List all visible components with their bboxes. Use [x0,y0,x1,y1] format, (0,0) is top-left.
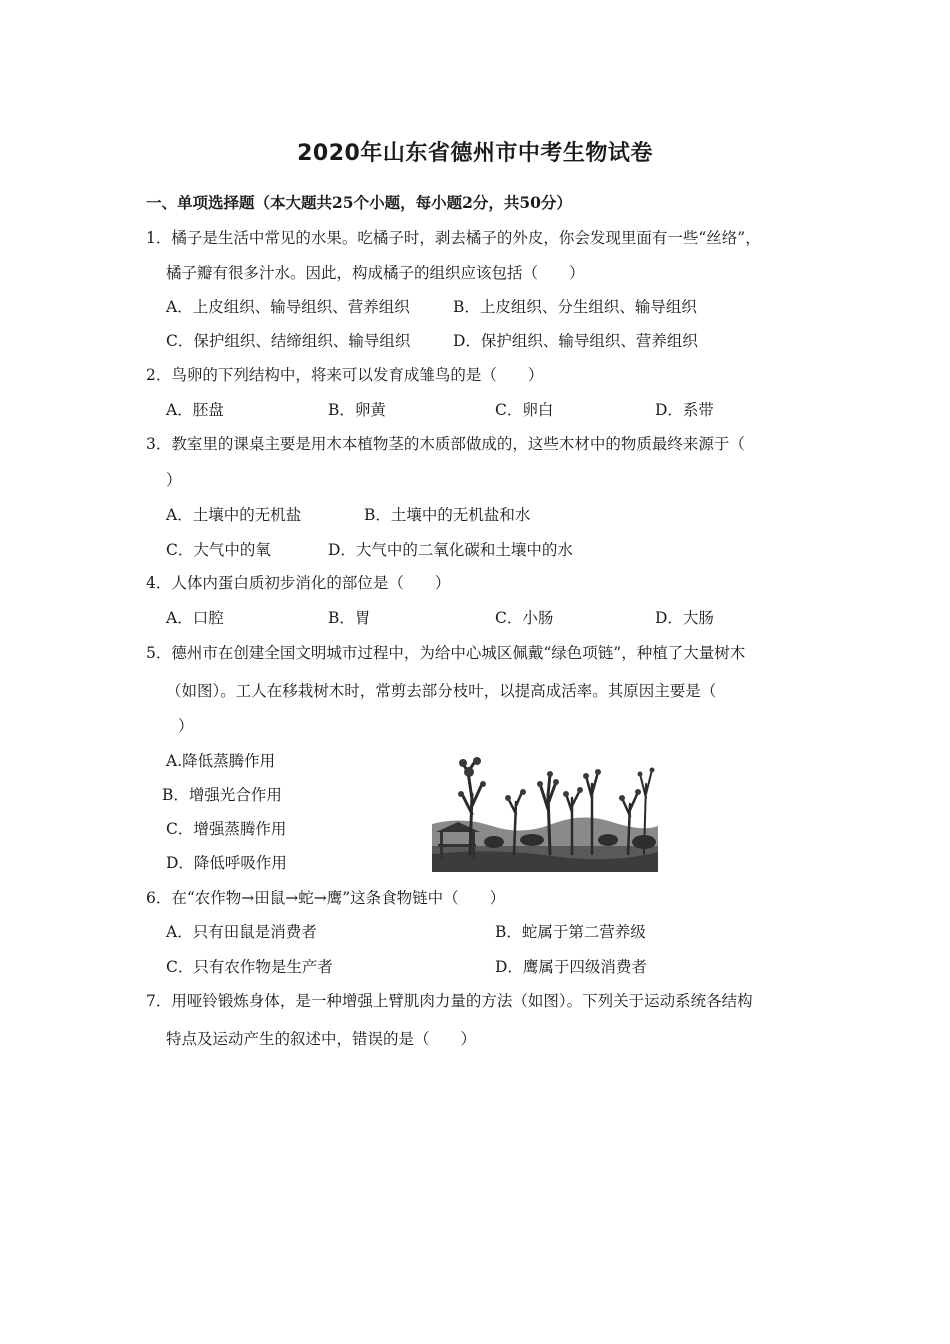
q3-option-d: D．大气中的二氧化碳和土壤中的水 [328,541,573,559]
q1-option-b: B．上皮组织、分生组织、输导组织 [453,298,697,316]
q6-option-c: C．只有农作物是生产者 [166,958,333,976]
q1-option-d: D．保护组织、输导组织、营养组织 [453,332,698,350]
q2-option-c: C．卵白 [495,401,554,419]
q6-option-d: D．鹰属于四级消费者 [495,958,647,976]
q3-option-c: C．大气中的氧 [166,541,271,559]
q1-stem-line2: 橘子瓣有很多汁水。因此，构成橘子的组织应该包括（ ） [166,264,585,282]
q3-option-a: A．土壤中的无机盐 [166,506,302,524]
q1-stem-line1: 1．橘子是生活中常见的水果。吃橘子时，剥去橘子的外皮，你会发现里面有一些“丝络”， [146,229,761,247]
q4-option-c: C．小肠 [495,609,554,627]
q4-option-a: A．口腔 [166,609,224,627]
q2-option-b: B．卵黄 [328,401,386,419]
q6-option-b: B．蛇属于第二营养级 [495,923,646,941]
q3-stem-line2: ） [166,471,182,489]
q5-option-b: B．增强光合作用 [162,786,282,804]
q5-stem-line2: （如图）。工人在移栽树木时，常剪去部分枝叶，以提高成活率。其原因主要是（ [166,682,717,700]
q3-option-b: B．土壤中的无机盐和水 [364,506,531,524]
q7-stem-line1: 7．用哑铃锻炼身体，是一种增强上臂肌肉力量的方法（如图）。下列关于运动系统各结构 [146,992,753,1010]
q1-option-c: C．保护组织、结缔组织、输导组织 [166,332,411,350]
q5-stem-line3: ） [178,717,194,735]
q3-stem-line1: 3．教室里的课桌主要是用木本植物茎的木质部做成的，这些木材中的物质最终来源于（ [146,435,745,453]
q4-stem: 4．人体内蛋白质初步消化的部位是（ ） [146,574,451,592]
q6-stem: 6．在“农作物→田鼠→蛇→鹰”这条食物链中（ ） [146,889,506,907]
q2-option-d: D．系带 [655,401,714,419]
q5-stem-line1: 5．德州市在创建全国文明城市过程中，为给中心城区佩戴“绿色项链”，种植了大量树木 [146,644,746,662]
q2-stem: 2．鸟卵的下列结构中，将来可以发育成雏鸟的是（ ） [146,366,544,384]
section-heading: 一、单项选择题（本大题共25个小题，每小题2分，共50分） [146,193,572,212]
q5-option-c: C．增强蒸腾作用 [166,820,287,838]
q4-option-d: D．大肠 [655,609,714,627]
q7-stem-line2: 特点及运动产生的叙述中，错误的是（ ） [166,1030,477,1048]
q1-option-a: A．上皮组织、输导组织、营养组织 [166,298,410,316]
q4-option-b: B．胃 [328,609,371,627]
exam-title: 2020年山东省德州市中考生物试卷 [297,141,653,166]
q2-option-a: A．胚盘 [166,401,224,419]
pruned-trees-photo [432,754,658,872]
q5-option-a: A.降低蒸腾作用 [166,752,276,770]
q6-option-a: A．只有田鼠是消费者 [166,923,317,941]
q5-option-d: D．降低呼吸作用 [166,854,287,872]
